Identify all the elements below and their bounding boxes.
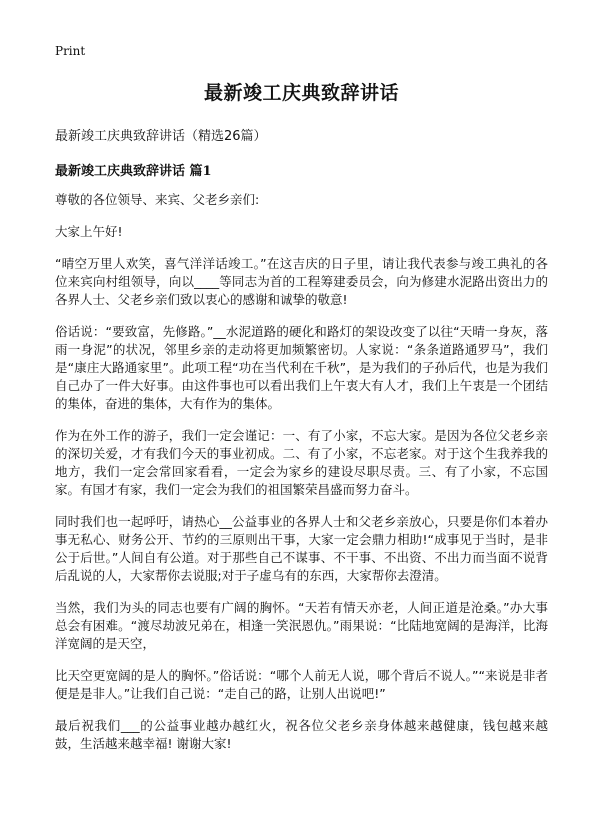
paragraph-body: 作为在外工作的游子，我们一定会谨记：一、有了小家，不忘大家。是因为各位父老乡亲的深切关爱，才有我们今天的事业初成。二、有了小家，不忘老家。对于这个生我养我的地方，我们一定会常回家看看，一定会为家乡的建设尽职尽责。三、有了小家，不忘国家。有国才有家，我们一定会为我们的祖国繁荣昌盛而努力奋斗。 <box>55 428 548 497</box>
section-heading: 最新竣工庆典致辞讲话 篇1 <box>55 164 212 179</box>
print-link[interactable]: Print <box>55 44 86 58</box>
paragraph-body: 俗话说：“要致富，先修路。”__水泥道路的硬化和路灯的架设改变了以往“天晴一身灰，落雨一身泥”的状况，邻里乡亲的走动将更加频繁密切。人家说：“条条道路通罗马”，我们是“康庄大路通家里”。此项工程“功在当代利在千秋”，是为我们的子孙后代，也是为我们自己办了一件大好事。由这件事也可以看出我们上午衷大有人才，我们上午衷是一个团结的集体，奋进的集体，大有作为的集体。 <box>55 324 548 411</box>
paragraph-body: “晴空万里人欢笑，喜气洋洋话竣工。”在这吉庆的日子里，请让我代表参与竣工典礼的各位来宾向村组领导，向以____等同志为首的工程筹建委员会，向为修建水泥路出资出力的各界人士、父老乡亲们致以衷心的感谢和诚挚的敬意! <box>55 256 548 307</box>
paragraph-greeting: 大家上午好! <box>55 224 123 239</box>
paragraph-body: 比天空更宽阔的是人的胸怀。”俗话说：“哪个人前无人说，哪个背后不说人。”“来说是非者便是是非人。”让我们自己说：“走自己的路，让别人出说吧!” <box>55 668 548 701</box>
paragraph-body: 同时我们也一起呼吁，请热心__公益事业的各界人士和父老乡亲放心，只要是你们本着办事无私心、财务公开、节约的三原则出干事，大家一定会鼎力相助!“成事见于当时，是非公于后世。”人间自有公道。对于那些自己不谋事、不干事、不出资、不出力而当面不说背后乱说的人，大家帮你去说服;对于子虚乌有的东西，大家帮你去澄清。 <box>55 514 548 583</box>
paragraph-salutation: 尊敬的各位领导、来宾、父老乡亲们: <box>55 192 260 207</box>
paragraph-closing: 最后祝我们___的公益事业越办越红火，祝各位父老乡亲身体越来越健康，钱包越来越鼓，生活越来越幸福! 谢谢大家! <box>55 718 548 751</box>
page-title: 最新竣工庆典致辞讲话 <box>203 82 399 104</box>
document-subtitle: 最新竣工庆典致辞讲话（精选26篇） <box>55 129 267 144</box>
paragraph-body: 当然，我们为头的同志也要有广阔的胸怀。“天若有情天亦老，人间正道是沧桑。”办大事总会有困难。“渡尽劫波兄弟在，相逢一笑泯恩仇。”雨果说：“比陆地宽阔的是海洋，比海洋宽阔的是天空， <box>55 600 548 651</box>
